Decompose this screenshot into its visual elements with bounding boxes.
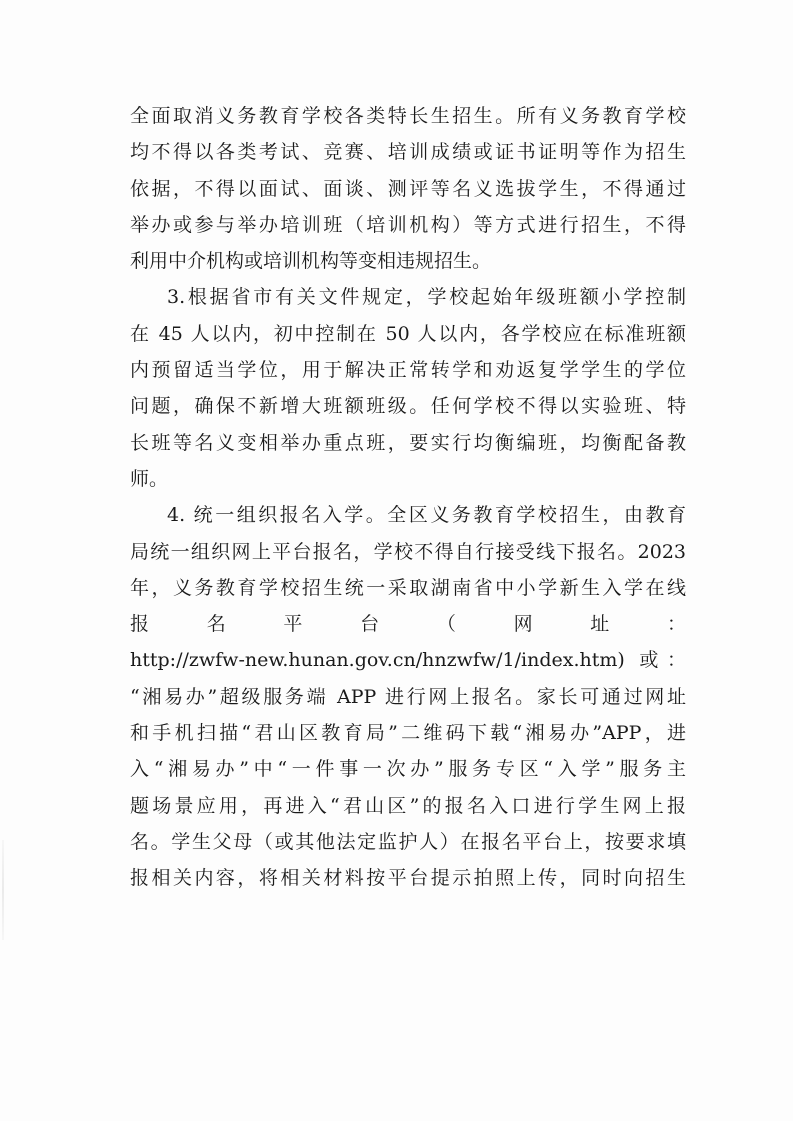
text-line: 长班等名义变相举办重点班，要实行均衡编班，均衡配备教 — [130, 431, 686, 454]
text-line: 入“湘易办”中“一件事一次办”服务专区“入学”服务主 — [130, 758, 686, 781]
scan-edge-mark — [2, 840, 4, 940]
text-line: 全面取消义务教育学校各类特长生招生。所有义务教育学校 — [130, 105, 686, 127]
text-line: 在 45 人以内，初中控制在 50 人以内，各学校应在标准班额 — [130, 322, 686, 345]
text-line: 报 名 平 台 （ 网 址 ： — [130, 613, 686, 636]
text-line: 4. 统一组织报名入学。全区义务教育学校招生，由教育 — [167, 504, 686, 527]
text-line: 师。 — [130, 467, 169, 490]
text-line: 依据，不得以面试、面谈、测评等名义选拔学生，不得通过 — [130, 177, 686, 200]
text-line: “湘易办”超级服务端 APP 进行网上报名。家长可通过网址 — [130, 685, 686, 708]
text-line: 举办或参与举办培训班（培训机构）等方式进行招生，不得 — [130, 213, 686, 236]
document-body — [130, 98, 686, 897]
text-line: 报相关内容，将相关材料按平台提示拍照上传，同时向招生 — [130, 867, 686, 890]
text-line: 利用中介机构或培训机构等变相违规招生。 — [130, 250, 492, 273]
text-line: 名。学生父母（或其他法定监护人）在报名平台上，按要求填 — [130, 830, 686, 853]
text-line: 局统一组织网上平台报名，学校不得自行接受线下报名。2023 — [130, 540, 686, 563]
url-line: http://zwfw-new.hunan.gov.cn/hnzwfw/1/index.htm) 或： — [130, 649, 686, 672]
text-line: 年，义务教育学校招生统一采取湖南省中小学新生入学在线 — [130, 576, 686, 599]
text-line: 均不得以各类考试、竞赛、培训成绩或证书证明等作为招生 — [130, 141, 686, 164]
text-line: 问题，确保不新增大班额班级。任何学校不得以实验班、特 — [130, 395, 686, 418]
text-line: 内预留适当学位，用于解决正常转学和劝返复学学生的学位 — [130, 359, 686, 382]
text-line: 3.根据省市有关文件规定，学校起始年级班额小学控制 — [167, 286, 686, 309]
text-line: 题场景应用，再进入“君山区”的报名入口进行学生网上报 — [130, 794, 686, 817]
text-line: 和手机扫描“君山区教育局”二维码下载“湘易办”APP，进 — [130, 722, 686, 745]
